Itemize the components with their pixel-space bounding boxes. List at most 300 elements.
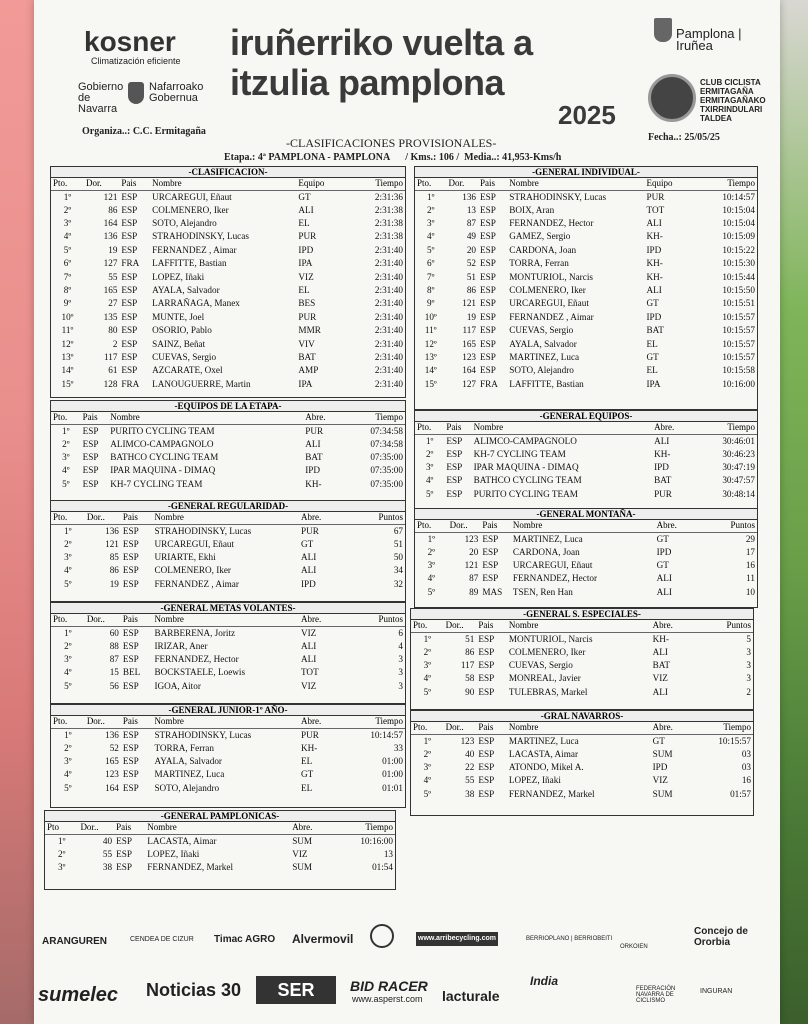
table-cell: ESP — [122, 565, 139, 576]
table-cell: IPA — [646, 378, 661, 389]
column-header: Dor. — [447, 178, 479, 190]
panel-junior — [50, 704, 406, 808]
table-cell: 136 — [462, 191, 476, 202]
table-row — [415, 378, 757, 391]
table-cell: ESP — [122, 627, 139, 638]
table-cell: ESP — [480, 244, 496, 255]
table-row — [415, 434, 757, 448]
table-cell: 87 — [469, 573, 479, 584]
navarra-shield-icon — [128, 82, 144, 104]
table-row — [45, 848, 395, 861]
table-cell: 10º — [61, 311, 74, 322]
table-cell: 136 — [105, 525, 119, 536]
table-cell: ALI — [654, 435, 670, 446]
table-cell: FERNANDEZ , Aimar — [152, 244, 237, 255]
table-cell: 3 — [746, 646, 751, 657]
table-cell: 2:31:40 — [374, 311, 403, 322]
column-header: Nombre — [152, 512, 299, 524]
panel-especiales — [410, 608, 754, 710]
table-header-row — [415, 422, 757, 434]
table-cell: 10:15:50 — [722, 285, 755, 296]
table-cell: VIZ — [292, 848, 308, 859]
table-cell: IPAR MAQUINA - DIMAQ — [473, 462, 579, 473]
column-header: Pto. — [51, 178, 84, 190]
table-cell: ESP — [121, 311, 138, 322]
column-header: Abre. — [651, 722, 699, 734]
table-cell: BAT — [305, 452, 323, 463]
table-cell: STRAHODINSKY, Lucas — [152, 231, 249, 242]
table-cell: ESP — [478, 673, 495, 684]
column-header: Pais — [444, 422, 471, 434]
table-cell: AYALA, Salvador — [154, 756, 222, 767]
table-row — [51, 464, 405, 477]
column-header: Pto. — [51, 412, 81, 424]
table-cell: ESP — [478, 788, 495, 799]
table-cell: KH- — [646, 231, 663, 242]
table-cell: TSEN, Ren Han — [512, 586, 573, 597]
table-cell: 49 — [466, 231, 476, 242]
column-header: Tiempo — [690, 178, 758, 190]
table-cell: BES — [298, 298, 316, 309]
table-cell: KH- — [652, 633, 669, 644]
table-cell: 5º — [64, 782, 72, 793]
table-cell: ESP — [121, 365, 138, 376]
column-header: Tiempo — [339, 822, 395, 834]
table-cell: STRAHODINSKY, Lucas — [154, 525, 252, 536]
table-cell: 4º — [423, 775, 432, 786]
table-cell: VIZ — [300, 680, 317, 691]
table-cell: 1º — [64, 729, 72, 740]
table-cell: TOT — [646, 204, 665, 215]
panel-regularidad — [50, 500, 406, 602]
column-header: Dor.. — [444, 722, 477, 734]
table-cell: SUM — [652, 788, 673, 799]
table-cell: ESP — [121, 298, 138, 309]
table-cell: GT — [300, 769, 314, 780]
table-cell: 1º — [62, 425, 70, 436]
column-header: Dor.. — [448, 520, 481, 532]
column-header: Dor.. — [444, 620, 477, 632]
column-header: Nombre — [145, 822, 290, 834]
table-cell: FRA — [480, 378, 498, 389]
table-cell: 10:15:09 — [722, 231, 755, 242]
table-cell: ESP — [122, 769, 139, 780]
sponsor-asperst: www.asperst.com — [352, 994, 423, 1004]
table-cell: ESP — [122, 578, 139, 589]
column-header: Nombre — [511, 520, 655, 532]
table-cell: MMR — [298, 325, 321, 336]
table-cell: 2:31:38 — [374, 218, 403, 229]
table-cell: SUM — [292, 862, 313, 873]
table-cell: 3 — [746, 660, 751, 671]
sponsor-ser: SER — [256, 976, 336, 1004]
column-header: Pto. — [51, 716, 85, 728]
table-cell: STRAHODINSKY, Lucas — [154, 729, 252, 740]
table-cell: 80 — [108, 325, 118, 336]
table-cell: ESP — [116, 848, 132, 859]
table-cell: 3 — [746, 673, 751, 684]
club-label: CLUB CICLISTA ERMITAGAÑA ERMITAGAÑAKO TXIRRINDULARI TALDEA — [700, 78, 766, 123]
table-cell: 2:31:40 — [374, 271, 403, 282]
table-cell: 13º — [61, 351, 74, 362]
table-cell: 13 — [383, 848, 393, 859]
column-header: Nombre — [507, 178, 644, 190]
table-cell: 1º — [423, 633, 432, 644]
column-header: Equipo — [645, 178, 690, 190]
table-cell: 5º — [62, 478, 70, 489]
table-cell: 51 — [466, 271, 476, 282]
table-cell: IPAR MAQUINA - DIMAQ — [110, 465, 216, 476]
column-header: Pto — [45, 822, 78, 834]
table-cell: SUM — [652, 748, 673, 759]
table-cell: MARTINEZ, Luca — [512, 533, 583, 544]
table-cell: AYALA, Salvador — [509, 338, 577, 349]
column-header: Pto. — [411, 722, 444, 734]
column-header: Nombre — [507, 722, 651, 734]
table-cell: 27 — [108, 298, 118, 309]
table-cell: 3º — [64, 552, 72, 563]
table-row — [51, 378, 405, 391]
table-cell: 2º — [423, 646, 432, 657]
table-cell: ESP — [482, 533, 499, 544]
table-cell: ESP — [121, 231, 138, 242]
column-header: Pto. — [51, 512, 85, 524]
table-cell: GT — [646, 298, 659, 309]
table-cell: ESP — [446, 488, 463, 499]
table-cell: BAT — [298, 351, 316, 362]
panel-title: -GRAL NAVARROS- — [411, 711, 753, 722]
table-cell: ESP — [480, 338, 496, 349]
column-header: Pais — [476, 620, 506, 632]
table-cell: CUEVAS, Sergio — [509, 325, 574, 336]
table-cell: TORRA, Ferran — [509, 258, 569, 269]
table-cell: 30:46:01 — [722, 435, 755, 446]
table-row — [51, 324, 405, 337]
table-cell: BOIX, Aran — [509, 204, 555, 215]
table-cell: VIV — [298, 338, 315, 349]
table-cell: URCAREGUI, Eñaut — [152, 191, 232, 202]
table-cell: 3º — [425, 462, 434, 473]
table-cell: 88 — [109, 640, 119, 651]
table-cell: 22 — [465, 762, 475, 773]
table-cell: ESP — [480, 218, 496, 229]
sponsor-sumelec: sumelec — [38, 984, 119, 1006]
table-cell: 12º — [61, 338, 74, 349]
column-header: Pto. — [415, 520, 448, 532]
table-cell: ALI — [300, 565, 317, 576]
column-header: Puntos — [699, 620, 753, 632]
table-pamplonicas — [45, 822, 395, 874]
table-cell: CARDONA, Joan — [512, 546, 580, 557]
table-cell: GT — [300, 538, 314, 549]
table-cell: ESP — [480, 258, 496, 269]
table-cell: 117 — [460, 660, 475, 671]
table-cell: URCAREGUI, Eñaut — [154, 538, 235, 549]
table-cell: 135 — [103, 311, 118, 322]
sheet-header — [34, 0, 780, 130]
table-cell: ALI — [646, 218, 662, 229]
column-header: Puntos — [349, 614, 405, 626]
table-cell: KH- — [305, 478, 322, 489]
table-cell: ESP — [121, 351, 138, 362]
table-row — [415, 311, 757, 324]
table-cell: 01:54 — [372, 862, 393, 873]
table-cell: 121 — [103, 191, 118, 202]
table-row — [51, 782, 405, 795]
table-cell: 127 — [103, 258, 118, 269]
panel-title: -GENERAL REGULARIDAD- — [51, 501, 405, 512]
table-cell: 60 — [109, 627, 119, 638]
sponsor-alvermovil: Alvermovil — [292, 932, 354, 946]
table-row — [415, 546, 757, 559]
table-cell: 4º — [425, 475, 434, 486]
table-row — [51, 424, 405, 438]
table-cell: 5º — [425, 488, 434, 499]
table-cell: 55 — [465, 775, 475, 786]
table-row — [51, 217, 405, 230]
table-cell: PURITO CYCLING TEAM — [110, 425, 215, 436]
table-cell: VIZ — [652, 673, 668, 684]
table-cell: ALI — [300, 654, 317, 665]
table-row — [51, 755, 405, 768]
table-row — [51, 364, 405, 377]
table-cell: 10:15:22 — [722, 244, 755, 255]
column-header: Pto. — [415, 178, 447, 190]
club-logo-icon — [648, 74, 696, 122]
table-cell: 03 — [741, 748, 751, 759]
table-cell: ESP — [122, 782, 139, 793]
column-header: Pto. — [51, 614, 85, 626]
table-cell: LOPEZ, Iñaki — [147, 848, 200, 859]
table-cell: LAFFITTE, Bastian — [152, 258, 227, 269]
table-cell: MONTURIOL, Narcis — [508, 633, 593, 644]
table-row — [51, 666, 405, 679]
table-cell: LACASTA, Aimar — [147, 835, 217, 846]
table-cell: TOT — [300, 667, 319, 678]
race-title-line2: itzulia pamplona — [230, 62, 505, 103]
column-header: Nombre — [507, 620, 651, 632]
table-row — [411, 761, 753, 774]
pamplona-label: Pamplona | Iruñea — [676, 26, 742, 53]
table-cell: PUR — [298, 231, 317, 242]
table-cell: FERNANDEZ, Hector — [512, 573, 598, 584]
sponsor-federacion: FEDERACIÓN NAVARRA DE CICLISMO — [636, 986, 676, 1004]
table-cell: ATONDO, Mikel A. — [508, 762, 584, 773]
table-cell: 4º — [427, 231, 435, 242]
table-cell: COLMENERO, Iker — [509, 285, 586, 296]
table-cell: ALI — [305, 438, 321, 449]
table-cell: 86 — [108, 204, 118, 215]
sponsor-inguran: INGURAN — [700, 988, 733, 995]
table-cell: BAT — [652, 660, 670, 671]
column-header: Abre. — [290, 822, 339, 834]
table-cell: ALI — [300, 552, 317, 563]
table-cell: ESP — [478, 660, 495, 671]
table-row — [415, 257, 757, 270]
table-cell: 14º — [424, 365, 437, 376]
table-cell: 7º — [63, 271, 72, 282]
table-cell: 7º — [427, 271, 435, 282]
table-cell: GT — [656, 533, 669, 544]
table-row — [415, 461, 757, 474]
column-header: Pais — [478, 178, 507, 190]
table-cell: MONTURIOL, Narcis — [509, 271, 593, 282]
table-cell: 121 — [462, 298, 476, 309]
table-cell: ESP — [82, 438, 99, 449]
table-cell: MAS — [482, 586, 503, 597]
table-cell: FERNANDEZ, Hector — [509, 218, 594, 229]
table-cell: 10:15:51 — [722, 298, 755, 309]
panel-title: -GENERAL EQUIPOS- — [415, 411, 757, 422]
table-cell: 2º — [425, 448, 434, 459]
table-cell: 38 — [102, 862, 113, 873]
table-cell: 29 — [745, 533, 755, 544]
table-cell: 01:00 — [382, 769, 403, 780]
panel-title: -EQUIPOS DE LA ETAPA- — [51, 401, 405, 412]
table-header-row — [411, 722, 753, 734]
table-cell: BAT — [646, 325, 664, 336]
table-cell: BAT — [654, 475, 672, 486]
table-cell: SOTO, Alejandro — [152, 218, 217, 229]
table-cell: 2º — [64, 640, 72, 651]
table-cell: 136 — [105, 729, 119, 740]
table-cell: COLMENERO, Iker — [154, 565, 231, 576]
sponsor-berrioplano: BERRIOPLANO | BERRIOBEITI — [526, 936, 613, 942]
table-cell: 2 — [746, 686, 751, 697]
table-cell: AMP — [298, 365, 319, 376]
table-cell: 123 — [462, 351, 476, 362]
table-cell: CARDONA, Joan — [509, 244, 577, 255]
table-cell: 121 — [464, 560, 479, 571]
table-cell: PUR — [298, 311, 317, 322]
table-cell: ESP — [121, 338, 138, 349]
table-cell: PUR — [646, 191, 665, 202]
table-cell: 10:15:57 — [722, 311, 755, 322]
table-row — [415, 532, 757, 546]
table-cell: GT — [646, 351, 659, 362]
table-cell: 07:34:58 — [370, 425, 403, 436]
table-cell: 123 — [464, 533, 479, 544]
table-cell: 15 — [109, 667, 119, 678]
table-header-row — [45, 822, 395, 834]
table-cell: 01:00 — [382, 756, 403, 767]
table-cell: KH- — [654, 448, 671, 459]
table-row — [51, 284, 405, 297]
table-cell: SOTO, Alejandro — [509, 365, 574, 376]
table-cell: 2º — [427, 546, 436, 557]
table-row — [51, 551, 405, 564]
table-cell: ESP — [480, 325, 496, 336]
table-cell: FERNANDEZ, Markel — [508, 788, 595, 799]
table-cell: 3º — [423, 660, 432, 671]
sponsor-lacturale: lacturale — [442, 988, 500, 1004]
table-row — [411, 646, 753, 659]
table-cell: ESP — [482, 573, 499, 584]
panel-title: -GENERAL INDIVIDUAL- — [415, 167, 757, 178]
table-row — [51, 311, 405, 324]
table-cell: EL — [298, 218, 310, 229]
table-cell: 01:01 — [382, 782, 403, 793]
sponsor-noticias: Noticias 30 — [146, 980, 242, 1000]
table-row — [415, 337, 757, 350]
table-cell: 16 — [745, 560, 755, 571]
column-header: Puntos — [703, 520, 757, 532]
table-cell: ESP — [480, 311, 496, 322]
table-cell: ALIMCO-CAMPAGNOLO — [110, 438, 214, 449]
table-cell: FERNANDEZ, Hector — [154, 654, 239, 665]
table-cell: ESP — [446, 448, 463, 459]
column-header: Dor.. — [85, 716, 121, 728]
table-cell: 8º — [63, 285, 72, 296]
sponsor-strip — [34, 908, 780, 1024]
table-cell: 1º — [64, 627, 72, 638]
table-cell: EL — [300, 782, 313, 793]
column-header: Pto. — [415, 422, 444, 434]
table-cell: 52 — [109, 742, 119, 753]
distance: / Kms.: 106 / — [405, 152, 460, 163]
table-row — [415, 230, 757, 243]
table-row — [415, 190, 757, 204]
table-row — [51, 438, 405, 451]
table-cell: ESP — [82, 478, 99, 489]
table-cell: 165 — [105, 756, 119, 767]
column-header: Abre. — [299, 614, 349, 626]
table-cell: 11º — [61, 325, 74, 336]
table-cell: 51 — [465, 633, 475, 644]
table-cell: VIZ — [300, 627, 317, 638]
table-cell: 136 — [103, 231, 118, 242]
table-row — [411, 672, 753, 685]
table-cell: ESP — [480, 191, 496, 202]
table-cell: ESP — [478, 735, 495, 746]
table-cell: ESP — [82, 465, 99, 476]
table-cell: 33 — [393, 742, 403, 753]
table-row — [415, 364, 757, 377]
sponsor-ororbia: Concejo de Ororbia — [694, 926, 748, 948]
table-cell: 3º — [427, 560, 436, 571]
table-row — [51, 204, 405, 217]
table-cell: 15º — [61, 378, 74, 389]
table-row — [411, 734, 753, 748]
table-row — [51, 640, 405, 653]
table-row — [415, 474, 757, 487]
panel-title: -GENERAL S. ESPECIALES- — [411, 609, 753, 620]
average-speed: Media..: 41,953-Kms/h — [464, 152, 562, 163]
table-cell: 10:15:30 — [722, 258, 755, 269]
table-cell: 5º — [64, 680, 72, 691]
table-cell: VIZ — [652, 775, 668, 786]
table-cell: BATHCO CYCLING TEAM — [110, 452, 219, 463]
panel-equipos-etapa — [50, 400, 406, 502]
table-cell: KH-7 CYCLING TEAM — [110, 478, 203, 489]
table-cell: 5º — [427, 244, 435, 255]
table-row — [51, 337, 405, 350]
table-cell: 38 — [465, 788, 475, 799]
table-row — [415, 572, 757, 585]
table-cell: ESP — [482, 546, 499, 557]
table-cell: ESP — [480, 231, 496, 242]
table-row — [411, 632, 753, 646]
table-cell: 87 — [466, 218, 476, 229]
panel-title: -GENERAL JUNIOR-1º AÑO- — [51, 705, 405, 716]
kosner-logo: kosner — [84, 26, 176, 57]
table-cell: ESP — [121, 325, 138, 336]
table-cell: 10:15:57 — [722, 338, 755, 349]
table-cell: 55 — [102, 848, 113, 859]
panel-title: -GENERAL MONTAÑA- — [415, 509, 757, 520]
results-sheet — [34, 0, 780, 1024]
kosner-tagline: Climatización eficiente — [91, 56, 181, 66]
